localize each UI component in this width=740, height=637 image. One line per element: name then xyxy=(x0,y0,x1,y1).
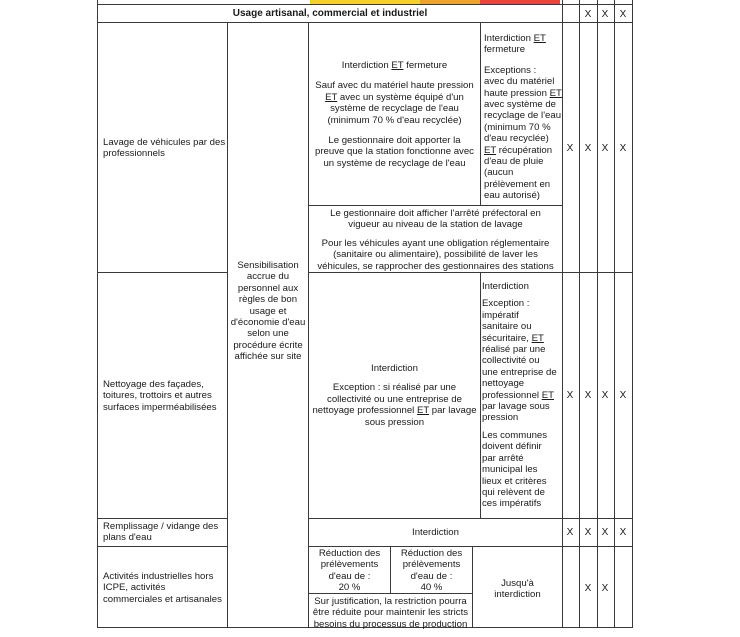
justification-note: Sur justification, la restriction pourra être réduite pour maintenir les stricts besoins du processus de production xyxy=(312,596,469,630)
header-mark-2: X xyxy=(601,9,609,20)
lavage-mark-2: X xyxy=(584,143,592,154)
section-title: Usage artisanal, commercial et industriel xyxy=(232,8,428,19)
lavage-mark-1: X xyxy=(566,143,574,154)
reduction-20: Réduction des prélèvements d'eau de : 20 % xyxy=(318,548,381,594)
sensibilisation-cell: Sensibilisation accrue du personnel aux règles de bon usage et d'économie d'eau selon une procédure écrite affichée sur site xyxy=(230,260,306,363)
lavage-note-arrete: Le gestionnaire doit afficher l'arrêté préfectoral en vigueur au niveau de la station de lavage Pour les véhicules ayant une obligation réglementaire (sanitaire ou alimentaire), possibilité de laver les véhicules, se rapprocher des gestionnaires des stations xyxy=(317,208,554,272)
lavage-col-b: Interdiction ET fermeture Exceptions : avec du matériel haute pression ET avec système de recyclage de l'eau (minimum 70 % d'eau recyclée) ET récupération d'eau de pluie (aucun prélèvement en eau autorisé) xyxy=(484,33,562,202)
nettoyage-mark-3: X xyxy=(601,390,609,401)
header-mark-1: X xyxy=(584,9,592,20)
lavage-mark-4: X xyxy=(619,143,627,154)
header-mark-3: X xyxy=(619,9,627,20)
activites-mark-2: X xyxy=(601,583,609,594)
lavage-col-a: Interdiction ET fermeture Sauf avec du matériel haute pression ET avec un système équipé d'un système de recyclage de l'eau (minimum 70 % d'eau recyclée) Le gestionnaire doit apporter la preuve que la station fonctionne avec un système de recyclage de l'eau xyxy=(315,60,474,169)
nettoyage-col-b: Interdiction Exception : impératif sanitaire ou sécuritaire, ET réalisé par une collectivité ou une entreprise de nettoyage professionnel ET par lavage sous pression Les communes doivent définir par arrêté municipal les lieux et critères qui relèvent de ces impératifs xyxy=(482,281,557,510)
remplissage-mark-1: X xyxy=(566,527,574,538)
row-label-remplissage: Remplissage / vidange des plans d'eau xyxy=(103,521,219,544)
nettoyage-mark-4: X xyxy=(619,390,627,401)
reduction-40: Réduction des prélèvements d'eau de : 40 % xyxy=(400,548,463,594)
nettoyage-mark-2: X xyxy=(584,390,592,401)
remplissage-value: Interdiction xyxy=(412,527,459,538)
row-label-lavage: Lavage de véhicules par des professionnels xyxy=(103,137,226,160)
remplissage-mark-3: X xyxy=(601,527,609,538)
remplissage-mark-2: X xyxy=(584,527,592,538)
activites-mark-1: X xyxy=(584,583,592,594)
nettoyage-mark-1: X xyxy=(566,390,574,401)
nettoyage-col-a: Interdiction Exception : si réalisé par une collectivité ou une entreprise de nettoyage professionnel ET par lavage sous pression xyxy=(312,363,477,428)
jusqua-interdiction: Jusqu'à interdiction xyxy=(494,578,541,601)
remplissage-mark-4: X xyxy=(619,527,627,538)
lavage-mark-3: X xyxy=(601,143,609,154)
row-label-activites: Activités industrielles hors ICPE, activités commerciales et artisanales xyxy=(103,571,222,605)
row-label-nettoyage: Nettoyage des façades, toitures, trottoirs et autres surfaces imperméabilisées xyxy=(103,379,217,413)
